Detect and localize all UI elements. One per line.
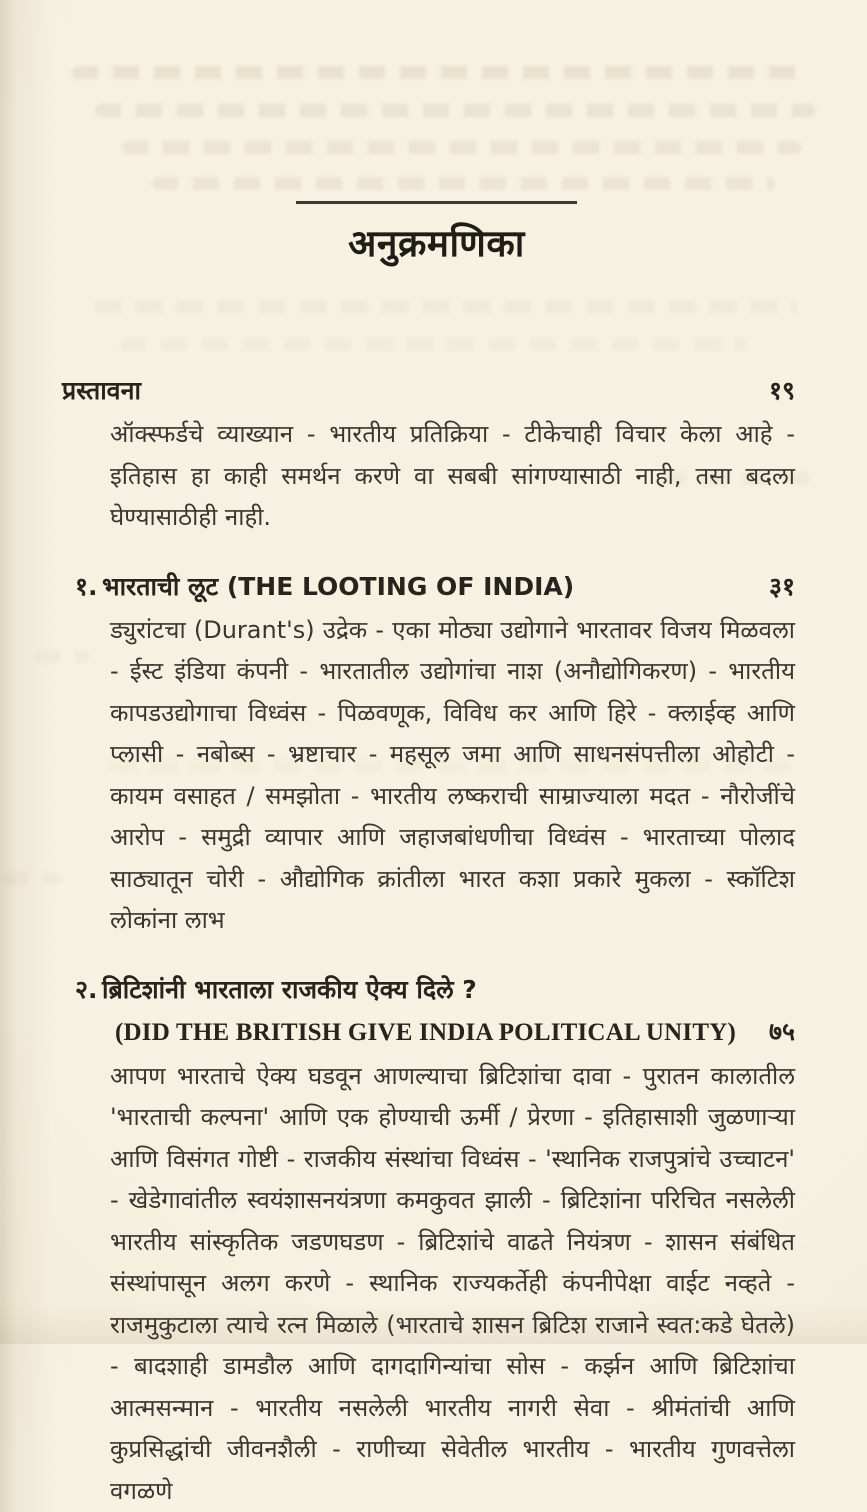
entry-page-number: १९	[757, 370, 795, 412]
bleed-through-text-row	[120, 338, 747, 351]
entry-number: २.	[62, 969, 102, 1011]
title-rule	[296, 201, 577, 204]
bleed-through-text-row	[152, 177, 775, 190]
toc-entry-chapter-2	[62, 969, 795, 1512]
entry-heading-english: (DID THE BRITISH GIVE INDIA POLITICAL UNITY)	[115, 1012, 757, 1054]
entry-heading-row	[62, 370, 795, 412]
entry-heading: प्रस्तावना	[62, 370, 757, 412]
page-title: अनुक्रमणिका	[3, 216, 867, 267]
bleed-through-text-row	[95, 300, 797, 313]
entry-heading-english-row	[62, 1011, 795, 1054]
toc-entry-preface	[62, 370, 795, 539]
entry-heading: भारताची लूट (THE LOOTING OF INDIA)	[102, 566, 757, 608]
entry-summary: ड्युरांटचा (Durant's) उद्रेक - एका मोठ्या उद्योगाने भारतावर विजय मिळवला - ईस्ट इंडिया कंपनी - भारतातील उद्योगांचा नाश (अनौद्योगिकरण) - भारतीय कापडउद्योगाचा विध्वंस - पिळवणूक, विविध कर आणि हिरे - क्लाईव्ह आणि प्लासी - नबोब्स - भ्रष्टाचार - महसूल जमा आणि साधनसंपत्तीला ओहोटी - कायम वसाहत / समझोता - भारतीय लष्कराची साम्राज्याला मदत - नौरोजींचे आरोप - समुद्री व्यापार आणि जहाजबांधणीचा विध्वंस - भारताच्या पोलाद साठ्यातून चोरी - औद्योगिक क्रांतीला भारत कशा प्रकारे मुकला - स्कॉटिश लोकांना लाभ	[110, 610, 795, 942]
entry-number: १.	[62, 566, 102, 608]
bleed-through-text-row	[122, 141, 801, 154]
entry-page-number: ३१	[757, 566, 795, 608]
bleed-through-text-row	[95, 104, 815, 117]
bleed-through-text-row	[2, 872, 62, 885]
entry-summary: ऑक्स्फर्डचे व्याख्यान - भारतीय प्रतिक्रिया - टीकेचाही विचार केला आहे - इतिहास हा काही समर्थन करणे वा सबबी सांगण्यासाठी नाही, तसा बदला घेण्यासाठीही नाही.	[110, 414, 795, 539]
toc-entry-chapter-1	[62, 566, 795, 942]
entry-heading: ब्रिटिशांनी भारताला राजकीय ऐक्य दिले ?	[102, 969, 795, 1011]
entry-page-number: ७५	[757, 1011, 795, 1053]
entry-heading-row	[62, 566, 795, 608]
entry-heading-row	[62, 969, 795, 1011]
table-of-contents	[62, 370, 795, 1512]
bleed-through-text-row	[72, 66, 809, 79]
entry-summary: आपण भारताचे ऐक्य घडवून आणल्याचा ब्रिटिशांचा दावा - पुरातन कालातील 'भारताची कल्पना' आणि एक होण्याची ऊर्मी / प्रेरणा - इतिहासाशी जुळणाऱ्या आणि विसंगत गोष्टी - राजकीय संस्थांचा विध्वंस - 'स्थानिक राजपुत्रांचे उच्चाटन' - खेडेगावांतील स्वयंशासनयंत्रणा कमकुवत झाली - ब्रिटिशांना परिचित नसलेली भारतीय सांस्कृतिक जडणघडण - ब्रिटिशांचे वाढते नियंत्रण - शासन संबंधित संस्थांपासून अलग करणे - स्थानिक राज्यकर्तेही कंपनीपेक्षा वाईट नव्हते - राजमुकुटाला त्याचे रत्न मिळाले (भारताचे शासन ब्रिटिश राजाने स्वत:कडे घेतले) - बादशाही डामडौल आणि दागदागिन्यांचा सोस - कर्झन आणि ब्रिटिशांचा आत्मसन्मान - भारतीय नसलेली भारतीय नागरी सेवा - श्रीमंतांची आणि कुप्रसिद्धांची जीवनशैली - राणीच्या सेवेतील भारतीय - भारतीय गुणवत्तेला वगळणे	[110, 1056, 795, 1512]
